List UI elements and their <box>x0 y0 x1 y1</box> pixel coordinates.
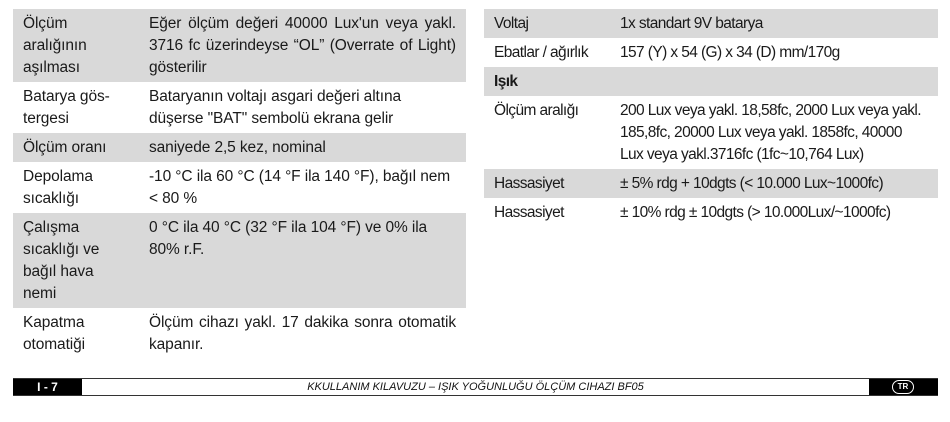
spec-value: 157 (Y) x 54 (G) x 34 (D) mm/170g <box>620 44 840 61</box>
page-number: I - 7 <box>13 379 82 395</box>
spec-value: -10 °C ila 60 °C (14 °F ila 140 °F), bağıl nem < 80 % <box>149 168 451 207</box>
left-spec-table <box>13 9 466 359</box>
spec-label: Voltaj <box>484 9 610 38</box>
footer-title: KKULLANIM KILAVUZU – IŞIK YOĞUNLUĞU ÖLÇÜM CIHAZI BF05 <box>307 381 644 393</box>
spec-row-accuracy-low <box>484 169 938 198</box>
spec-value: Ölçüm cihazı yakl. 17 dakika sonra otomatik kapanır. <box>149 314 456 353</box>
spec-label: Ebatlar / ağırlık <box>494 44 589 61</box>
spec-value: 1x standart 9V batarya <box>610 9 938 38</box>
spec-row-operating-conditions <box>13 213 466 308</box>
spec-label: Hassasiyet <box>494 204 564 221</box>
spec-row-voltage <box>484 9 938 38</box>
spec-row-storage-temperature <box>13 162 466 213</box>
spec-value: ± 5% rdg + 10dgts (< 10.000 Lux~1000fc) <box>610 169 938 198</box>
spec-value: saniyede 2,5 kez, nominal <box>139 133 466 162</box>
spec-value: Bataryanın voltajı asgari değeri altına düşerse "BAT" sembolü ekrana gelir <box>149 88 402 127</box>
spec-row-measurement-rate <box>13 133 466 162</box>
spec-row-range-exceeded <box>13 9 466 82</box>
page-footer <box>13 378 938 396</box>
spec-row-auto-power-off <box>13 308 466 359</box>
language-box <box>869 379 938 395</box>
section-title: Işık <box>484 67 938 96</box>
language-badge: TR <box>892 380 914 394</box>
spec-label: Hassasiyet <box>484 169 610 198</box>
spec-label: Batarya gös-tergesi <box>23 88 110 127</box>
spec-label: Ölçüm aralığı <box>494 102 579 119</box>
spec-value: 200 Lux veya yakl. 18,58fc, 2000 Lux veya yakl. 185,8fc, 20000 Lux veya yakl. 1858fc, 40000 Lux veya yakl.3716fc (1fc~10,764 Lux) <box>620 102 921 163</box>
spec-label: Çalışma sıcaklığı ve bağıl hava nemi <box>13 213 139 308</box>
spec-label: Ölçüm aralığının aşılması <box>13 9 139 82</box>
spec-value: 0 °C ila 40 °C (32 °F ila 104 °F) ve 0% ila 80% r.F. <box>139 213 466 308</box>
right-spec-table <box>484 9 938 227</box>
spec-row-battery-indicator <box>13 82 466 133</box>
spec-label: Ölçüm oranı <box>13 133 139 162</box>
spec-label: Depolama sıcaklığı <box>23 168 93 207</box>
spec-row-measurement-range <box>484 96 938 169</box>
spec-row-dimensions-weight <box>484 38 938 67</box>
spec-row-accuracy-high <box>484 198 938 227</box>
spec-value: Eğer ölçüm değeri 40000 Lux'un veya yakl. 3716 fc üzerindeyse “OL” (Overrate of Light) gösterilir <box>139 9 466 82</box>
spec-value: ± 10% rdg ± 10dgts (> 10.000Lux/~1000fc) <box>620 204 891 221</box>
section-header-light <box>484 67 938 96</box>
spec-label: Kapatma otomatiği <box>23 314 85 353</box>
